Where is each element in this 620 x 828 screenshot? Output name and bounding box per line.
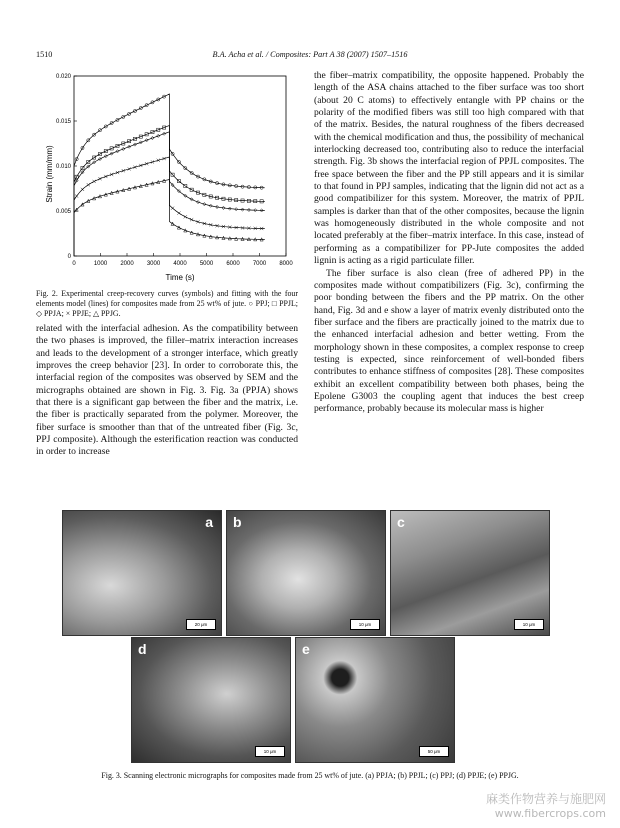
panel-label-d: d [138, 641, 147, 657]
x-tick-label: 5000 [199, 261, 214, 267]
micrograph-a [62, 510, 222, 636]
x-tick-label: 8000 [279, 261, 293, 267]
figure-3-caption: Fig. 3. Scanning electronic micrographs for composites made from 25 wt% of jute. (a) PPJA; (b) PPJL; (c) PPJ; (d) PPJE; (e) PPJG. [101, 771, 519, 780]
left-column [36, 323, 298, 459]
x-tick-label: 7000 [252, 261, 267, 267]
y-tick-label: 0.015 [55, 119, 71, 125]
scale-bar-b: 10 μm [350, 619, 380, 630]
scale-bar-c: 10 μm [514, 619, 544, 630]
left-paragraph-1: related with the interfacial adhesion. As the compatibility between the two phases is improved, the filler–matrix interaction increases and leads to the development of a stronger interface, which greatly improves the creep behavior [23]. In order to corroborate this, the interfacial region of the composites was observed by SEM and the micrographs obtained are shown in Fig. 3. Fig. 3a (PPJA) shows that there is a significant gap between the fiber and the matrix, i.e. the fiber is practically separated from the polymer. Moreover, the fiber surface is smoother than that of the untreated fiber (Fig. 3c, PPJ composite). Although the esterification reaction was conducted in order to increase [36, 323, 298, 458]
data-point [177, 211, 180, 214]
page-header [36, 50, 584, 64]
data-point [93, 180, 96, 183]
micrograph-c [390, 510, 550, 636]
page-number: 1510 [36, 50, 53, 59]
data-point [75, 194, 78, 197]
right-paragraph-1: the fiber–matrix compatibility, the opposite happened. Probably the length of the ASA chains attached to the fiber surface was too short (about 20 C atoms) to effectively entangle with PP chains or the polarity of the modified fibers was still too high compared with that of the matrix. Besides, the natural roughness of the fibers decreased with the chemical modification and thus, the possibility of mechanical interlocking decreased too, contributing also to reduce the interfacial strength. Fig. 3b shows the interfacial region of PPJL composites. The free space between the fiber and the PP still appears and it is similar to that found in PPJ samples, indicating that the lignin did not act as a good compatibilizer for this system. Moreover, the matrix of PPJL samples is darker than that of the other composites, because the lignin was homogeneously distributed in the whole composite and not located preferably at the fiber–matrix interface. In this case, instead of performing as a compatibilizer for PP-Jute composites the added lignin is acting as a rigid particulate filler. [314, 70, 584, 267]
watermark-line-2: www.fibercrops.com [494, 807, 606, 820]
y-axis-label: Strain (mm/mm) [45, 145, 54, 203]
creep-recovery-chart [40, 68, 300, 286]
y-tick-label: 0.020 [55, 74, 71, 80]
right-column [314, 70, 584, 416]
x-tick-label: 3000 [146, 261, 161, 267]
right-paragraph-2: The fiber surface is also clean (free of adhered PP) in the composites made without compatibilizers (Fig. 3c), confirming the poor bonding between the fibers and the PP matrix. On the other hand, Fig. 3d and e show a layer of matrix evenly distributed onto the fiber surface and the fibers are practically joined to the matrix due to the enhanced interfacial adhesion and better wetting. From the morphology shown in these composites, a complex response to creep testing is expected, since reinforcement of well-bonded fibers contributes to enhance stiffness of composites [28]. These composites exhibit an excellent compatibility between both phases, being the Epolene G3003 the coupling agent that induces the best creep performance, probably because its molecular mass is higher [314, 267, 584, 415]
site-watermark [486, 790, 606, 820]
panel-label-b: b [233, 514, 242, 530]
journal-citation: B.A. Acha et al. / Composites: Part A 38 (2007) 1507–1516 [212, 50, 408, 59]
x-tick-label: 4000 [173, 261, 187, 267]
micrograph-d [131, 637, 291, 763]
series-triangle [74, 179, 265, 256]
y-tick-label: 0.005 [55, 209, 71, 215]
scale-bar-e: 50 μm [419, 746, 449, 757]
micrograph-b [226, 510, 386, 636]
x-tick-label: 2000 [120, 261, 134, 267]
data-point [81, 188, 84, 191]
panel-label-a: a [205, 514, 213, 530]
data-point [190, 218, 193, 221]
data-point [87, 183, 90, 186]
chart-series [74, 94, 265, 256]
chart-axes [56, 74, 293, 267]
x-tick-label: 6000 [226, 261, 240, 267]
y-tick-label: 0 [67, 254, 71, 260]
watermark-line-1: 麻类作物营养与施肥网 [485, 792, 606, 806]
panel-label-c: c [397, 514, 405, 530]
data-point [184, 215, 187, 218]
data-point [98, 177, 101, 180]
scale-bar-d: 10 μm [255, 746, 285, 757]
x-axis-label: Time (s) [165, 273, 195, 282]
data-point [104, 175, 107, 178]
x-tick-label: 1000 [93, 261, 108, 267]
x-tick-label: 0 [72, 261, 76, 267]
figure-2-caption: Fig. 2. Experimental creep-recovery curves (symbols) and fitting with the four elements model (lines) for composites made from 25 wt% of jute. ○ PPJ; □ PPJL; ◇ PPJA; × PPJE; △ PPJG. [36, 289, 298, 318]
data-point [171, 207, 174, 210]
series-line [74, 180, 265, 257]
micrograph-e [295, 637, 455, 763]
y-tick-label: 0.010 [55, 164, 71, 170]
scale-bar-a: 20 μm [186, 619, 216, 630]
panel-label-e: e [302, 641, 310, 657]
